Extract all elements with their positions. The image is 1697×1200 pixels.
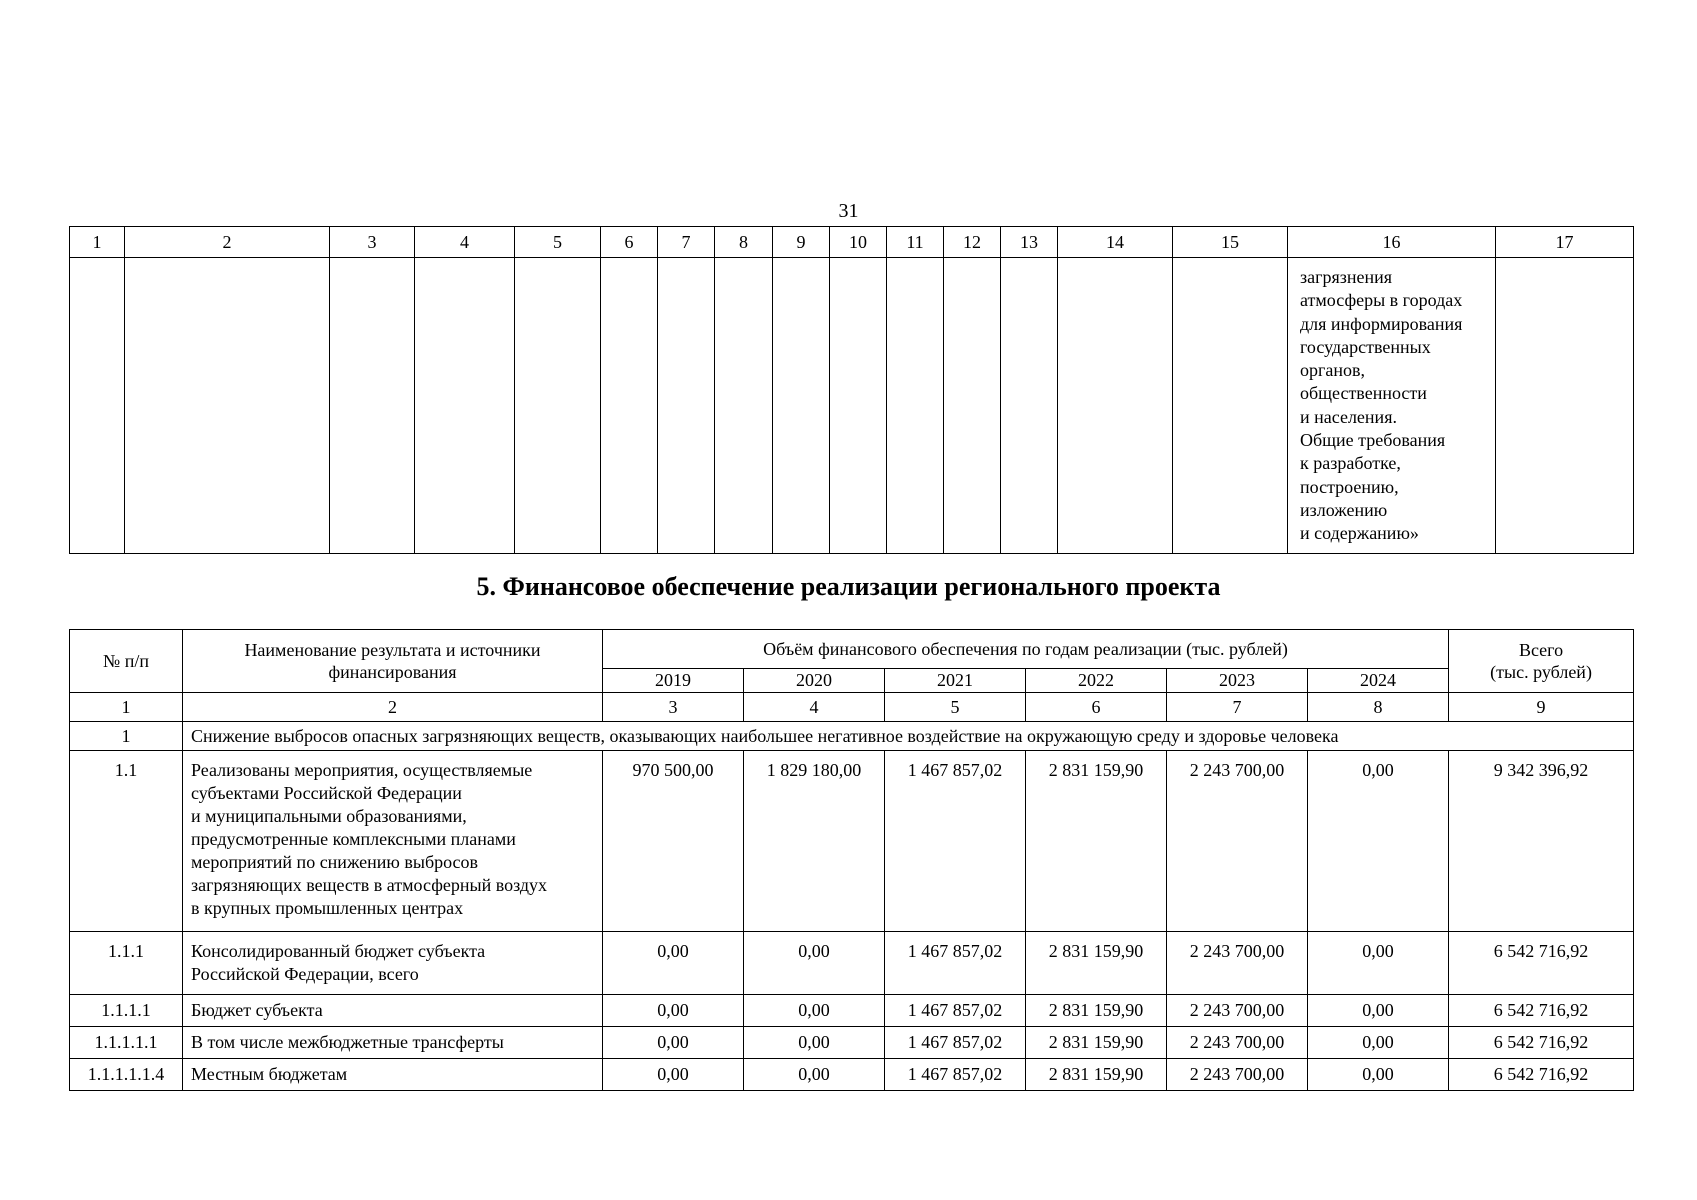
row-name-line: субъектами Российской Федерации [191,783,462,803]
row-name-line: в крупных промышленных центрах [191,898,464,918]
finance-header-row [70,630,1634,669]
year-cell: 2021 [885,669,1026,693]
empty-cell [944,258,1001,554]
finance-colnum-row [70,693,1634,722]
col16-line: построению, [1300,476,1399,497]
top-table [69,226,1634,554]
value-cell: 0,00 [603,1027,744,1059]
row-num: 1.1.1.1.1.4 [70,1059,183,1091]
col16-line: изложению [1300,499,1388,520]
colnum-cell: 8 [1308,693,1449,722]
empty-cell [830,258,887,554]
section-title: 5. Финансовое обеспечение реализации регионального проекта [476,572,1221,601]
empty-cell [601,258,658,554]
year-cell: 2022 [1026,669,1167,693]
top-table-header-row [70,227,1634,258]
value-cell: 0,00 [603,995,744,1027]
total-cell: 6 542 716,92 [1449,932,1634,995]
value-cell: 1 467 857,02 [885,751,1026,932]
row-name: В том числе межбюджетные трансферты [183,1027,603,1059]
top-header-cell: 11 [887,227,944,258]
row-name-line: Консолидированный бюджет субъекта [191,941,486,961]
empty-cell [515,258,601,554]
top-header-cell: 5 [515,227,601,258]
value-cell: 970 500,00 [603,751,744,932]
table-row [70,751,1634,932]
empty-cell [1496,258,1634,554]
finance-table [69,629,1634,1091]
header-name [183,630,603,693]
page-number: 31 [838,200,859,222]
total-cell: 6 542 716,92 [1449,995,1634,1027]
row-name-line: Российской Федерации, всего [191,964,419,984]
header-name-line: Наименование результата и источники [244,640,541,660]
value-cell: 0,00 [744,1027,885,1059]
header-volume: Объём финансового обеспечения по годам реализации (тыс. рублей) [603,630,1449,669]
row-name: Местным бюджетам [183,1059,603,1091]
value-cell: 1 467 857,02 [885,995,1026,1027]
colnum-cell: 9 [1449,693,1634,722]
empty-cell [887,258,944,554]
top-header-cell: 9 [773,227,830,258]
value-cell: 2 831 159,90 [1026,1027,1167,1059]
year-cell: 2024 [1308,669,1449,693]
colnum-cell: 3 [603,693,744,722]
value-cell: 2 243 700,00 [1167,751,1308,932]
value-cell: 2 243 700,00 [1167,1059,1308,1091]
value-cell: 0,00 [1308,1059,1449,1091]
col16-line: и содержанию» [1300,523,1419,544]
col16-line: загрязнения [1300,267,1393,287]
value-cell: 1 829 180,00 [744,751,885,932]
top-header-cell: 12 [944,227,1001,258]
top-table-body-row [70,258,1634,554]
col16-line: для информирования [1300,313,1463,334]
table-row [70,1059,1634,1091]
col16-line: Общие требования [1300,430,1446,451]
group-row [70,722,1634,751]
top-header-cell: 7 [658,227,715,258]
empty-cell [330,258,415,554]
col16-line: государственных [1300,336,1431,357]
group-num: 1 [70,722,183,751]
value-cell: 1 467 857,02 [885,1027,1026,1059]
row-name-line: загрязняющих веществ в атмосферный воздух [191,875,548,895]
colnum-cell: 4 [744,693,885,722]
top-header-cell: 4 [415,227,515,258]
value-cell: 1 467 857,02 [885,1059,1026,1091]
col16-line: и населения. [1300,406,1397,427]
col16-text-cell [1288,258,1496,554]
top-header-cell: 2 [125,227,330,258]
empty-cell [1058,258,1173,554]
top-header-cell: 6 [601,227,658,258]
empty-cell [1001,258,1058,554]
value-cell: 2 243 700,00 [1167,1027,1308,1059]
row-num: 1.1.1.1 [70,995,183,1027]
value-cell: 0,00 [603,932,744,995]
value-cell: 0,00 [1308,1027,1449,1059]
table-row [70,995,1634,1027]
col16-line: органов, [1300,360,1366,381]
top-header-cell: 13 [1001,227,1058,258]
empty-cell [1173,258,1288,554]
empty-cell [773,258,830,554]
value-cell: 1 467 857,02 [885,932,1026,995]
header-num: № п/п [70,630,183,693]
top-header-cell: 3 [330,227,415,258]
colnum-cell: 2 [183,693,603,722]
header-total [1449,630,1634,693]
top-header-cell: 17 [1496,227,1634,258]
value-cell: 0,00 [1308,995,1449,1027]
value-cell: 2 831 159,90 [1026,932,1167,995]
top-header-cell: 1 [70,227,125,258]
header-total-line: Всего [1518,640,1564,660]
value-cell: 2 831 159,90 [1026,751,1167,932]
value-cell: 2 243 700,00 [1167,932,1308,995]
group-title: Снижение выбросов опасных загрязняющих веществ, оказывающих наибольшее негативное воздействие на окружающую среду и здоровье человека [183,722,1634,751]
top-header-cell: 14 [1058,227,1173,258]
value-cell: 2 831 159,90 [1026,995,1167,1027]
empty-cell [70,258,125,554]
colnum-cell: 6 [1026,693,1167,722]
value-cell: 0,00 [744,1059,885,1091]
row-name [183,751,603,932]
row-num: 1.1 [70,751,183,932]
value-cell: 0,00 [1308,932,1449,995]
header-total-line: (тыс. рублей) [1490,662,1592,682]
row-name-line: и муниципальными образованиями, [191,806,467,826]
row-num: 1.1.1.1.1 [70,1027,183,1059]
empty-cell [415,258,515,554]
value-cell: 2 831 159,90 [1026,1059,1167,1091]
top-header-cell: 10 [830,227,887,258]
row-name-line: мероприятий по снижению выбросов [191,852,479,872]
row-name-line: Реализованы мероприятия, осуществляемые [191,760,533,780]
total-cell: 9 342 396,92 [1449,751,1634,932]
total-cell: 6 542 716,92 [1449,1059,1634,1091]
value-cell: 0,00 [744,932,885,995]
top-header-cell: 15 [1173,227,1288,258]
empty-cell [715,258,773,554]
total-cell: 6 542 716,92 [1449,1027,1634,1059]
value-cell: 2 243 700,00 [1167,995,1308,1027]
table-row [70,932,1634,995]
col16-line: к разработке, [1300,453,1401,474]
year-cell: 2020 [744,669,885,693]
colnum-cell: 5 [885,693,1026,722]
colnum-cell: 7 [1167,693,1308,722]
empty-cell [658,258,715,554]
col16-line: общественности [1300,383,1427,404]
year-cell: 2023 [1167,669,1308,693]
value-cell: 0,00 [603,1059,744,1091]
value-cell: 0,00 [1308,751,1449,932]
table-row [70,1027,1634,1059]
row-name [183,932,603,995]
year-cell: 2019 [603,669,744,693]
row-num: 1.1.1 [70,932,183,995]
col16-line: атмосферы в городах [1300,290,1463,311]
header-name-line: финансирования [328,662,457,682]
colnum-cell: 1 [70,693,183,722]
row-name: Бюджет субъекта [183,995,603,1027]
top-header-cell: 8 [715,227,773,258]
top-header-cell: 16 [1288,227,1496,258]
empty-cell [125,258,330,554]
row-name-line: предусмотренные комплексными планами [191,829,516,849]
value-cell: 0,00 [744,995,885,1027]
